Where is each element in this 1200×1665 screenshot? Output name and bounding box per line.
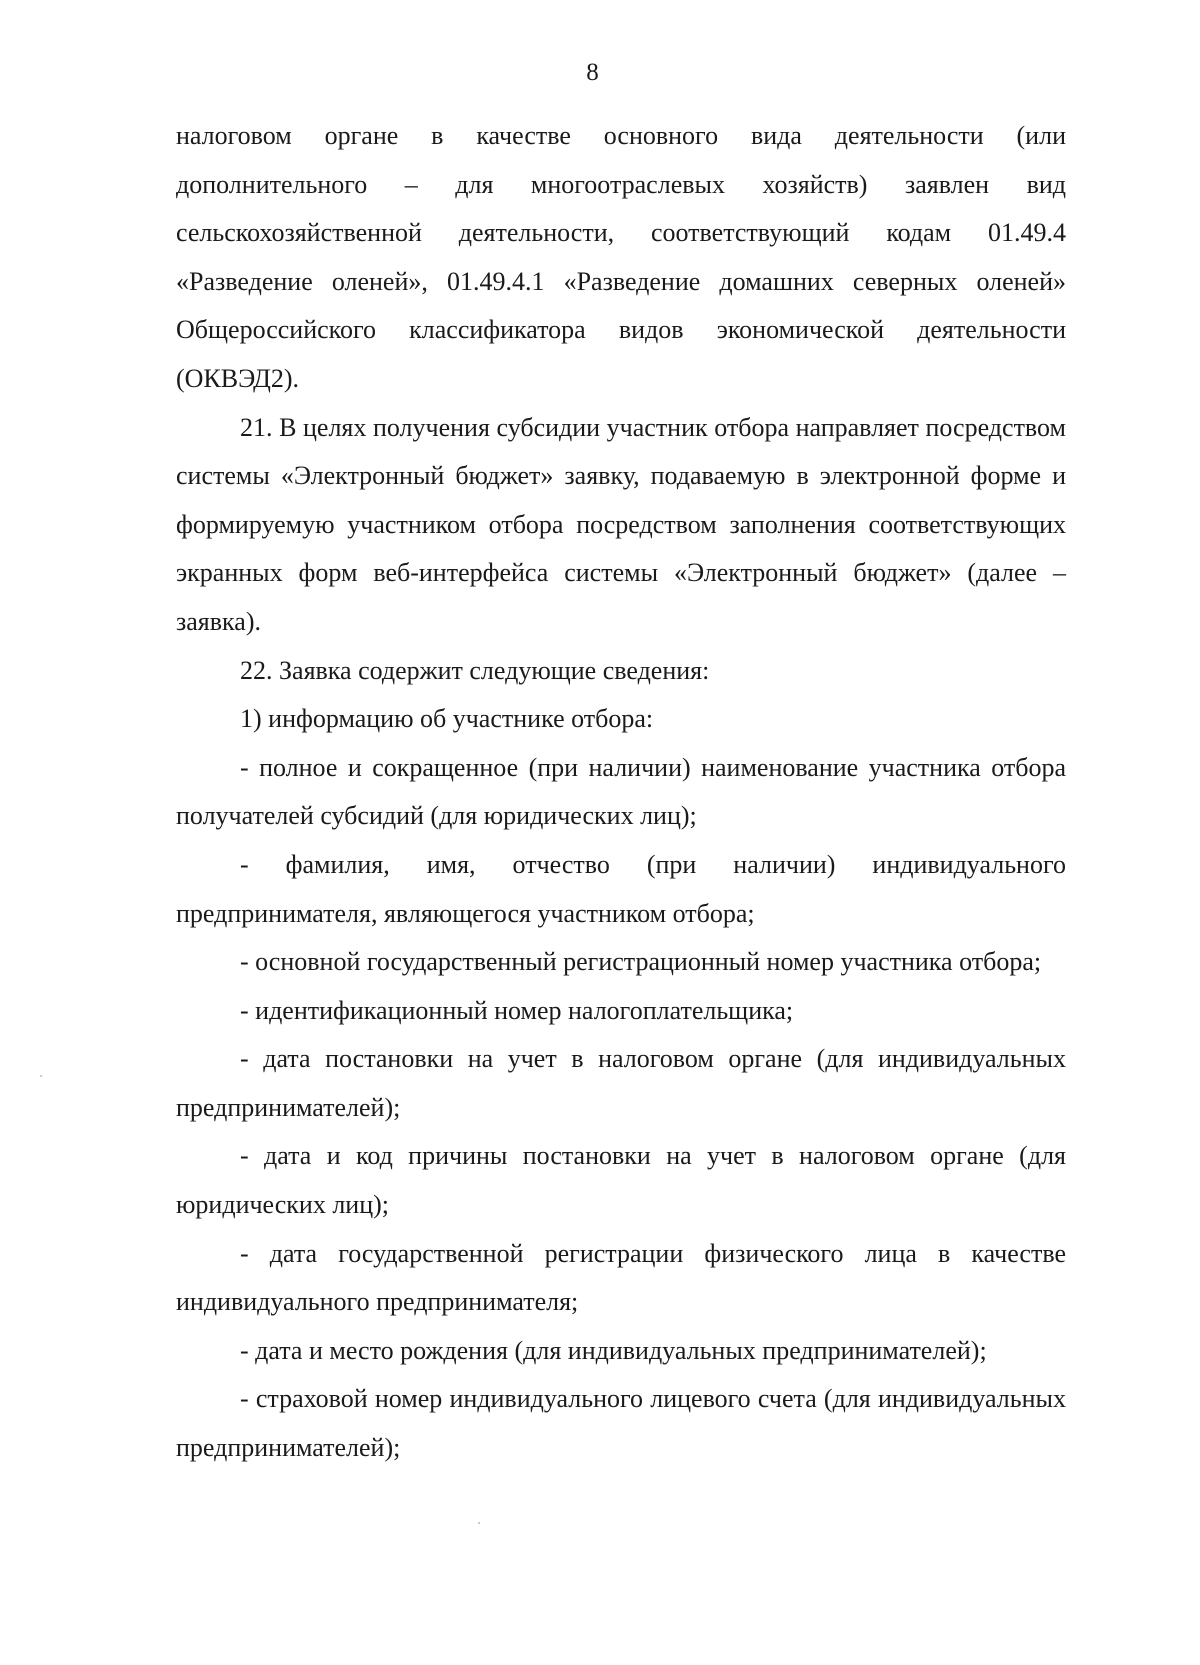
list-item-ogrn: - основной государственный регистрационный номер участника отбора; xyxy=(240,947,1042,977)
page-number: 8 xyxy=(586,59,599,86)
list-item-name: - полное и сокращенное (при наличии) наименование участника отбора получателей субсидий (для юридических лиц); xyxy=(176,752,1066,831)
paragraph-subitem-1: 1) информацию об участнике отбора: xyxy=(240,704,654,734)
list-item-tax-registration-date: - дата постановки на учет в налоговом органе (для индивидуальных предпринимателей); xyxy=(176,1044,1066,1122)
document-body xyxy=(176,112,1066,1473)
list-item-state-registration-date: - дата государственной регистрации физического лица в качестве индивидуального предпринимателя; xyxy=(176,1238,1066,1317)
scan-speck xyxy=(40,1075,42,1077)
list-item-birth-date-place: - дата и место рождения (для индивидуальных предпринимателей); xyxy=(240,1335,987,1365)
paragraph-item-21: 21. В целях получения субсидии участник отбора направляет посредством системы «Электронный бюджет» заявку, подаваемую в электронной форме и формируемую участником отбора посредством заполнения соответствующих экранных форм веб-интерфейса системы «Электронный бюджет» (далее – заявка). xyxy=(176,412,1066,636)
list-item-snils: - страховой номер индивидуального лицевого счета (для индивидуальных предпринимателей); xyxy=(176,1384,1066,1463)
list-item-kpp: - дата и код причины постановки на учет в налоговом органе (для юридических лиц); xyxy=(176,1141,1066,1220)
scan-speck xyxy=(478,1522,480,1524)
list-item-full-name: - фамилия, имя, отчество (при наличии) индивидуального предпринимателя, являющегося участником отбора; xyxy=(176,849,1066,928)
list-item-inn: - идентификационный номер налогоплательщика; xyxy=(240,995,794,1025)
paragraph-continuation: налоговом органе в качестве основного вида деятельности (или дополнительного – для многоотраслевых хозяйств) заявлен вид сельскохозяйственной деятельности, соответствующий кодам 01.49.4 «Разведение оленей», 01.49.4.1 «Разведение домашних северных оленей» Общероссийского классификатора видов экономической деятельности (ОКВЭД2). xyxy=(176,121,1066,393)
paragraph-item-22: 22. Заявка содержит следующие сведения: xyxy=(240,655,710,685)
